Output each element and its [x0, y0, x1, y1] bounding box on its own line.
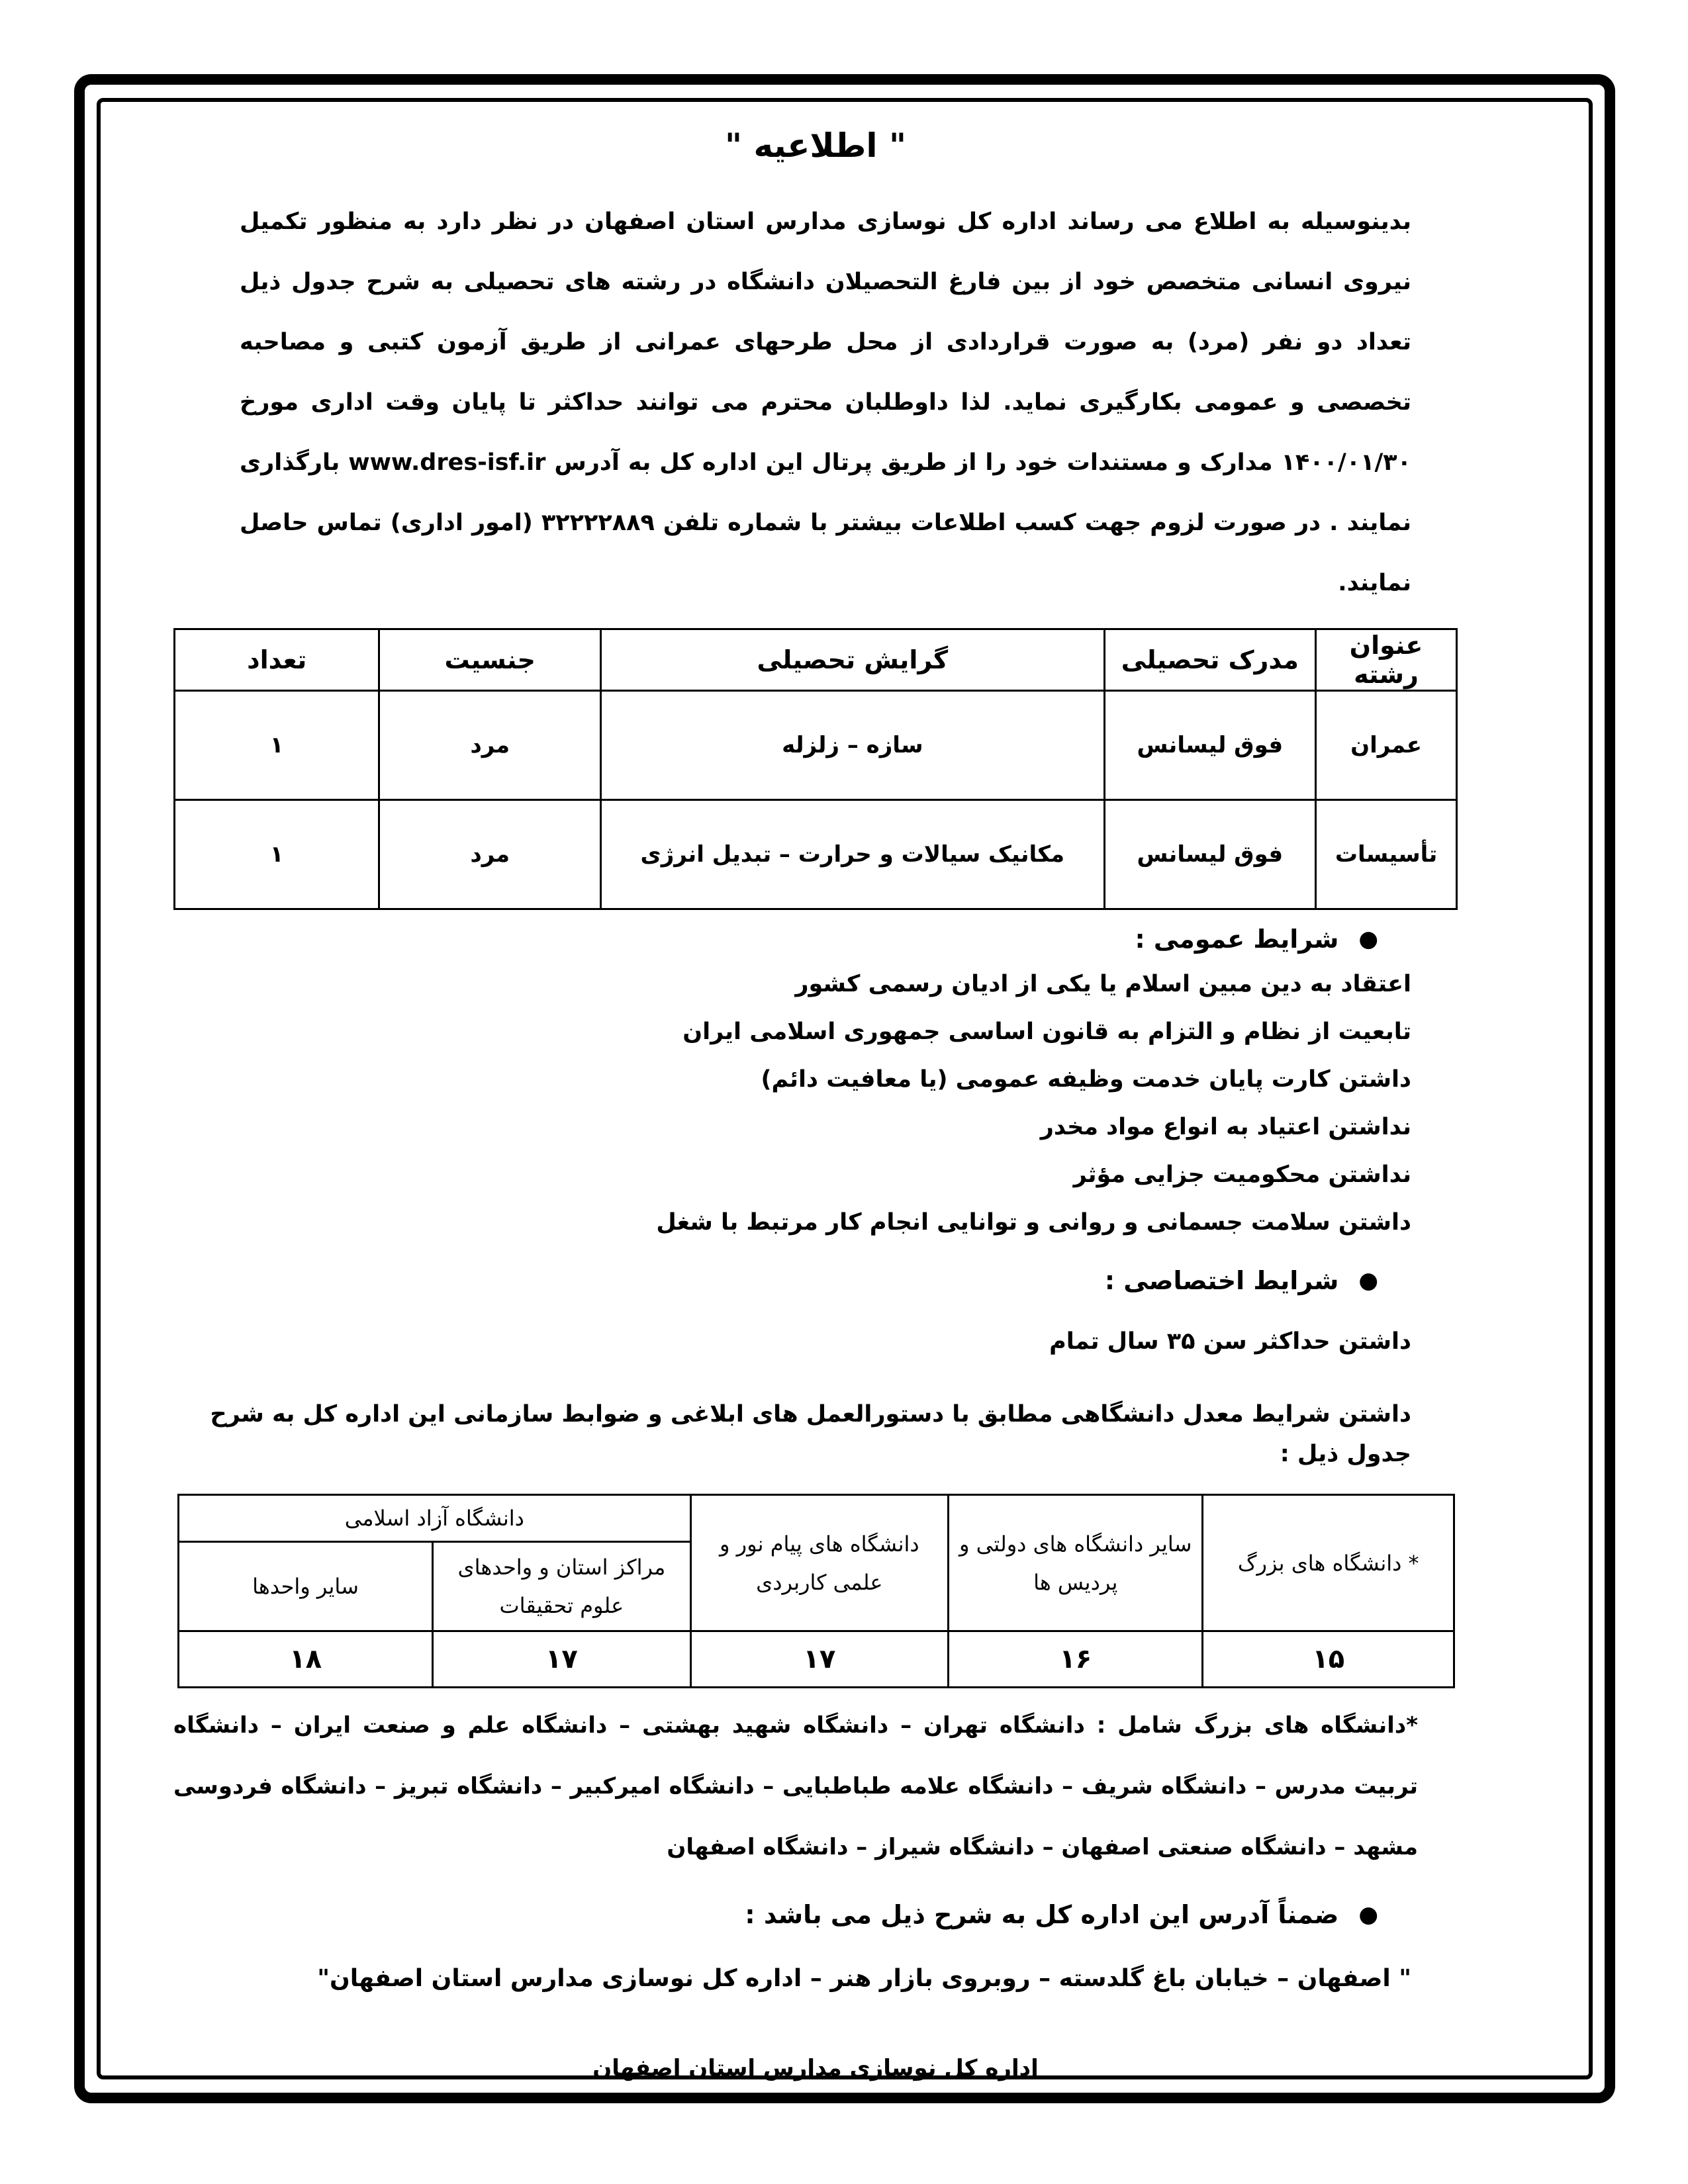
- list-item: نداشتن محکومیت جزایی مؤثر: [1073, 1161, 1411, 1188]
- cell-specialization: مکانیک سیالات و حرارت – تبدیل انرژی: [601, 800, 1105, 909]
- bullet-icon: ●: [1358, 1901, 1378, 1928]
- header-specialization: گرایش تحصیلی: [601, 629, 1105, 691]
- gpa-col-azad-centers: مراکز استان و واحدهای علوم تحقیقات: [433, 1542, 691, 1631]
- list-item: اعتقاد به دین مبین اسلام یا یکی از ادیان رسمی کشور: [795, 971, 1411, 997]
- address-heading: [173, 1900, 1458, 1929]
- intro-text-1: بدینوسیله به اطلاع می رساند اداره کل نوسازی مدارس استان اصفهان در نظر دارد به منظور تکمیل نیروی انسانی متخصص خود از بین فارغ التحصیلان دانشگاه در رشته های تحصیلی به شرح جدول ذیل تعداد دو نفر (مرد) به صورت قراردادی از محل طرحهای عمرانی از طریق آزمون کتبی و مصاحبه تخصصی و عمومی بکارگیری نماید. لذا داوطلبان محترم می توانند حداکثر تا پایان وقت اداری مورخ ۱۴۰۰/۰۱/۳۰ مدارک و مستندات خود را از طریق پرتال این اداره کل به آدرس: [240, 208, 1412, 476]
- intro-paragraph: [173, 192, 1458, 614]
- bullet-icon: ●: [1358, 926, 1378, 952]
- gpa-value: ۱۷: [433, 1631, 691, 1688]
- table-row: [175, 800, 1457, 909]
- office-address: " اصفهان – خیابان باغ گلدسته – روبروی بازار هنر – اداره کل نوسازی مدارس استان اصفهان": [317, 1965, 1411, 1992]
- gpa-col-payame-noor: دانشگاه های پیام نور و علمی کاربردی: [690, 1495, 948, 1631]
- gpa-value: ۱۶: [949, 1631, 1203, 1688]
- cell-specialization: سازه – زلزله: [601, 691, 1105, 800]
- header-field: عنوان رشته: [1316, 629, 1457, 691]
- gpa-header-row: [179, 1495, 1454, 1542]
- header-count: تعداد: [175, 629, 379, 691]
- general-conditions-heading: [173, 925, 1458, 954]
- gpa-col-major-universities: * دانشگاه های بزرگ: [1203, 1495, 1454, 1631]
- table-row: [175, 691, 1457, 800]
- general-heading-text: شرایط عمومی :: [1135, 925, 1339, 954]
- gpa-col-azad: دانشگاه آزاد اسلامی: [179, 1495, 691, 1542]
- positions-table: [173, 628, 1458, 910]
- major-universities-note: *دانشگاه های بزرگ شامل : دانشگاه تهران – دانشگاه شهید بهشتی – دانشگاه علم و صنعت ایران – دانشگاه تربیت مدرس – دانشگاه شریف – دانشگاه علامه طباطبایی – دانشگاه امیرکبیر – دانشگاه تبریز – دانشگاه فردوسی مشهد – دانشگاه صنعتی اصفهان – دانشگاه شیراز – دانشگاه اصفهان: [173, 1712, 1418, 1860]
- table-row: [179, 1631, 1454, 1688]
- cell-gender: مرد: [379, 800, 601, 909]
- cell-field: تأسیسات: [1316, 800, 1457, 909]
- gpa-value: ۱۸: [179, 1631, 433, 1688]
- cell-gender: مرد: [379, 691, 601, 800]
- gpa-value: ۱۵: [1203, 1631, 1454, 1688]
- gpa-col-azad-other: سایر واحدها: [179, 1542, 433, 1631]
- notice-title: " اطلاعیه ": [725, 126, 906, 165]
- list-item: داشتن کارت پایان خدمت وظیفه عمومی (یا معافیت دائم): [761, 1066, 1411, 1093]
- specific-conditions-heading: [173, 1266, 1458, 1295]
- cell-count: ۱: [175, 800, 379, 909]
- cell-degree: فوق لیسانس: [1104, 691, 1315, 800]
- list-item: نداشتن اعتیاد به انواع مواد مخدر: [1040, 1114, 1411, 1140]
- age-requirement: داشتن حداکثر سن ۳۵ سال تمام: [1049, 1328, 1411, 1355]
- list-item: تابعیت از نظام و التزام به قانون اساسی جمهوری اسلامی ایران: [682, 1019, 1411, 1045]
- header-degree: مدرک تحصیلی: [1104, 629, 1315, 691]
- portal-url-link[interactable]: www.dres-isf.ir: [348, 449, 546, 476]
- gpa-requirement: داشتن شرایط معدل دانشگاهی مطابق با دستورالعمل های ابلاغی و ضوابط سازمانی این اداره کل به شرح جدول ذیل :: [210, 1401, 1411, 1467]
- specific-heading-text: شرایط اختصاصی :: [1104, 1266, 1339, 1295]
- header-gender: جنسیت: [379, 629, 601, 691]
- cell-degree: فوق لیسانس: [1104, 800, 1315, 909]
- gpa-table: [177, 1494, 1455, 1688]
- notice-content: [173, 119, 1458, 2081]
- list-item: داشتن سلامت جسمانی و روانی و توانایی انجام کار مرتبط با شغل: [656, 1209, 1411, 1236]
- cell-count: ۱: [175, 691, 379, 800]
- intro-text-2: بارگذاری نمایند . در صورت لزوم جهت کسب اطلاعات بیشتر با شماره تلفن ۳۲۲۲۲۸۸۹ (امور اداری) تماس حاصل نمایند.: [240, 449, 1411, 596]
- bullet-icon: ●: [1358, 1267, 1378, 1294]
- cell-field: عمران: [1316, 691, 1457, 800]
- positions-header-row: [175, 629, 1457, 691]
- general-conditions-list: [173, 960, 1458, 1246]
- address-heading-text: ضمناً آدرس این اداره کل به شرح ذیل می باشد :: [745, 1900, 1339, 1929]
- issuer-signature: اداره کل نوسازی مدارس استان اصفهان: [592, 2055, 1039, 2081]
- gpa-col-state-universities: سایر دانشگاه های دولتی و پردیس ها: [949, 1495, 1203, 1631]
- gpa-value: ۱۷: [690, 1631, 948, 1688]
